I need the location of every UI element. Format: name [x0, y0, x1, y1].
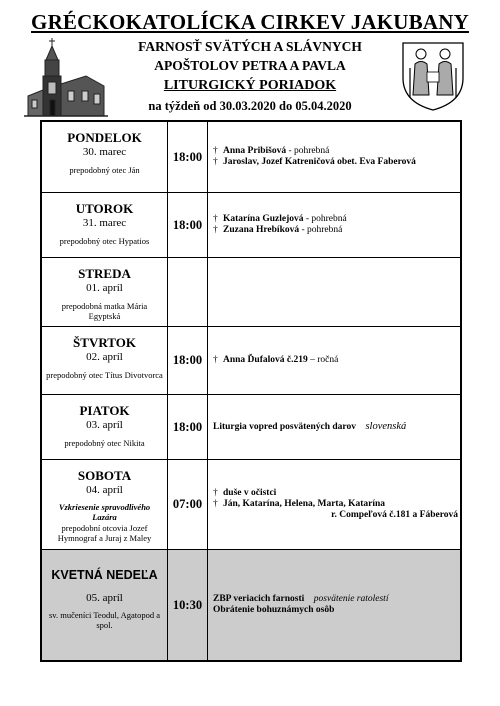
- day-date: 05. apríl: [86, 592, 123, 604]
- liturgy-schedule-table: [40, 120, 462, 662]
- intention-line: ZBP veriacich farnosti posvätenie ratolestí: [213, 594, 389, 604]
- schedule-row-thursday: [42, 327, 460, 395]
- service-time: [168, 258, 208, 326]
- day-cell: [42, 122, 168, 192]
- intentions-cell: [208, 258, 460, 326]
- day-saint: prepodobný otec Hypatios: [59, 236, 150, 246]
- day-cell: [42, 550, 168, 660]
- coat-of-arms-icon: [400, 40, 466, 112]
- day-saint: prepodobná matka Mária Egyptská: [61, 301, 148, 321]
- intention-line: † Ján, Katarína, Helena, Marta, Katarína: [213, 499, 386, 509]
- church-icon: [24, 36, 108, 118]
- day-cell: [42, 395, 168, 459]
- day-saint: prepodobný otec Nikita: [64, 438, 145, 448]
- service-time: 18:00: [168, 193, 208, 257]
- day-date: 03. apríl: [86, 419, 123, 431]
- day-date: 30. marec: [82, 146, 127, 158]
- schedule-row-friday: [42, 395, 460, 460]
- intention-line: † Anna Ďufalová č.219 – ročná: [213, 355, 339, 365]
- day-date: 01. apríl: [86, 282, 123, 294]
- day-feast: Vzkriesenie spravodlivého Lazára: [58, 502, 151, 522]
- day-name: STREDA: [78, 266, 131, 281]
- day-cell: [42, 460, 168, 549]
- intentions-cell: [208, 460, 460, 549]
- day-cell: [42, 327, 168, 394]
- intention-line: † Anna Pribišová - pohrebná: [213, 146, 330, 156]
- day-date: 02. apríl: [86, 351, 123, 363]
- parish-subtitle-1: FARNOSŤ SVÄTÝCH A SLÁVNYCH: [138, 39, 362, 54]
- day-date: 04. apríl: [86, 484, 123, 496]
- parish-subtitle-2: APOŠTOLOV PETRA A PAVLA: [154, 58, 346, 73]
- service-time: 18:00: [168, 395, 208, 459]
- day-name: PIATOK: [79, 403, 130, 418]
- intention-line: Obrátenie bohuznámych osôb: [213, 605, 335, 615]
- schedule-row-monday: [42, 122, 460, 193]
- intention-line: † Jaroslav, Jozef Katreničová obet. Eva Faberová: [213, 157, 416, 167]
- service-time: 18:00: [168, 122, 208, 192]
- day-name: SOBOTA: [77, 468, 132, 483]
- schedule-heading: LITURGICKÝ PORIADOK: [163, 78, 337, 93]
- day-saint: prepodobný otec Títus Divotvorca: [46, 370, 163, 380]
- intentions-cell: [208, 395, 460, 459]
- schedule-row-saturday: [42, 460, 460, 550]
- day-name: ŠTVRTOK: [73, 335, 136, 350]
- intention-line: † Zuzana Hrebíková - pohrebná: [213, 225, 343, 235]
- service-time: 18:00: [168, 327, 208, 394]
- day-cell: [42, 258, 168, 326]
- intention-line: r. Compeľová č.181 a Fáberová: [331, 510, 458, 520]
- day-saint: sv. mučeníci Teodul, Agatopod a spol.: [48, 610, 161, 630]
- intention-line: † duše v očistci: [213, 488, 277, 498]
- intentions-cell: [208, 193, 460, 257]
- intentions-cell: [208, 550, 460, 660]
- intentions-cell: [208, 327, 460, 394]
- schedule-row-wednesday: [42, 258, 460, 327]
- day-name: UTOROK: [75, 201, 134, 216]
- parish-title: GRÉCKOKATOLÍCKA CIRKEV JAKUBANY: [31, 10, 469, 34]
- schedule-row-sunday: [42, 550, 460, 660]
- service-time: 10:30: [168, 550, 208, 660]
- liturgy-line: Liturgia vopred posvätených darov slovenská: [213, 421, 407, 432]
- day-saint: prepodobní otcovia Jozef Hymnograf a Juraj z Maley: [57, 523, 152, 543]
- day-cell: [42, 193, 168, 257]
- intentions-cell: [208, 122, 460, 192]
- day-name: PONDELOK: [67, 130, 142, 145]
- day-date: 31. marec: [82, 217, 127, 229]
- intention-line: † Katarína Guzlejová - pohrebná: [213, 214, 347, 224]
- service-time: 07:00: [168, 460, 208, 549]
- schedule-week-range: na týždeň od 30.03.2020 do 05.04.2020: [148, 99, 352, 113]
- schedule-row-tuesday: [42, 193, 460, 258]
- day-name: KVETNÁ NEDEĽA: [51, 568, 158, 582]
- day-saint: prepodobný otec Ján: [69, 165, 140, 175]
